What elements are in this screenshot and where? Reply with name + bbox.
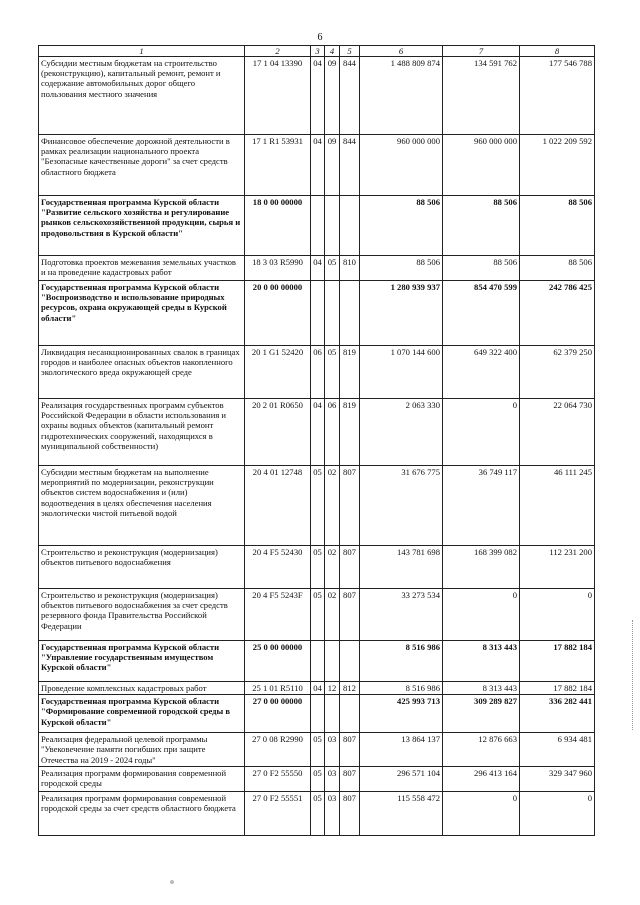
row-value-3-cell: 62 379 250 (520, 346, 595, 399)
row-value-3-cell: 177 546 788 (520, 57, 595, 135)
row-section-cell (311, 196, 325, 256)
row-value-2-cell: 309 289 827 (443, 695, 520, 733)
row-section-cell: 04 (311, 256, 325, 281)
row-value-2-cell: 960 000 000 (443, 135, 520, 196)
row-value-2-cell: 296 413 164 (443, 766, 520, 791)
column-header: 4 (325, 46, 340, 57)
row-section-cell (311, 695, 325, 733)
header-row (39, 46, 595, 57)
row-code-cell: 17 1 04 13390 (245, 57, 311, 135)
row-section-cell: 05 (311, 466, 325, 546)
row-name-cell: Государственная программа Курской области "Формирование современной городской среды в Курской области" (39, 695, 245, 733)
row-subsection-cell: 05 (325, 346, 340, 399)
row-expense-type-cell: 844 (340, 135, 360, 196)
row-subsection-cell (325, 196, 340, 256)
column-header: 7 (443, 46, 520, 57)
row-name-cell: Реализация программ формирования современной городской среды за счет средств областного бюджета (39, 791, 245, 835)
row-name-cell: Государственная программа Курской области "Развитие сельского хозяйства и регулирование рынков сельскохозяйственной продукции, сырья и продовольствия в Курской области" (39, 196, 245, 256)
row-subsection-cell (325, 281, 340, 346)
row-code-cell: 20 1 G1 52420 (245, 346, 311, 399)
row-value-1-cell: 143 781 698 (360, 546, 443, 589)
table-row (39, 682, 595, 695)
row-section-cell (311, 641, 325, 682)
row-value-1-cell: 1 280 939 937 (360, 281, 443, 346)
row-expense-type-cell: 807 (340, 589, 360, 641)
row-expense-type-cell (340, 281, 360, 346)
row-code-cell: 18 0 00 00000 (245, 196, 311, 256)
table-row (39, 399, 595, 466)
row-value-3-cell: 88 506 (520, 256, 595, 281)
scan-dot (170, 880, 174, 884)
row-expense-type-cell: 807 (340, 733, 360, 766)
column-header: 6 (360, 46, 443, 57)
row-value-3-cell: 1 022 209 592 (520, 135, 595, 196)
row-value-2-cell: 12 876 663 (443, 733, 520, 766)
row-value-1-cell: 8 516 986 (360, 682, 443, 695)
row-name-cell: Реализация программ формирования современной городской среды (39, 766, 245, 791)
row-value-3-cell: 46 111 245 (520, 466, 595, 546)
row-name-cell: Государственная программа Курской области "Воспроизводство и использование природных ресурсов, охрана окружающей среды в Курской области" (39, 281, 245, 346)
row-subsection-cell: 02 (325, 466, 340, 546)
page-number: 6 (317, 32, 323, 43)
table-row (39, 346, 595, 399)
row-value-3-cell: 0 (520, 589, 595, 641)
row-name-cell: Реализация государственных программ субъектов Российской Федерации в области использования и охраны водных объектов (капитальный ремонт гидротехнических сооружений, находящихся в муниципальной собственности) (39, 399, 245, 466)
row-expense-type-cell: 810 (340, 256, 360, 281)
row-name-cell: Субсидии местным бюджетам на строительство (реконструкцию), капитальный ремонт, ремонт и содержание автомобильных дорог общего пользования местного значения (39, 57, 245, 135)
row-code-cell: 27 0 00 00000 (245, 695, 311, 733)
row-value-2-cell: 0 (443, 399, 520, 466)
row-section-cell: 05 (311, 733, 325, 766)
row-section-cell: 05 (311, 766, 325, 791)
table-row (39, 546, 595, 589)
row-value-2-cell: 854 470 599 (443, 281, 520, 346)
row-subsection-cell: 02 (325, 546, 340, 589)
row-code-cell: 27 0 F2 55550 (245, 766, 311, 791)
table-row (39, 589, 595, 641)
table-row (39, 466, 595, 546)
table-row (39, 766, 595, 791)
row-code-cell: 20 4 F5 52430 (245, 546, 311, 589)
row-name-cell: Подготовка проектов межевания земельных участков и на проведение кадастровых работ (39, 256, 245, 281)
row-name-cell: Реализация федеральной целевой программы "Увековечение памяти погибших при защите Отечества на 2019 - 2024 годы" (39, 733, 245, 766)
row-value-1-cell: 960 000 000 (360, 135, 443, 196)
table-row (39, 791, 595, 835)
row-name-cell: Проведение комплексных кадастровых работ (39, 682, 245, 695)
column-header: 1 (39, 46, 245, 57)
row-section-cell: 05 (311, 546, 325, 589)
row-subsection-cell (325, 695, 340, 733)
row-expense-type-cell: 819 (340, 399, 360, 466)
budget-table (38, 45, 595, 836)
row-value-3-cell: 17 882 184 (520, 682, 595, 695)
row-expense-type-cell: 819 (340, 346, 360, 399)
row-code-cell: 27 0 08 R2990 (245, 733, 311, 766)
row-value-2-cell: 134 591 762 (443, 57, 520, 135)
row-code-cell: 27 0 F2 55551 (245, 791, 311, 835)
row-value-1-cell: 33 273 534 (360, 589, 443, 641)
row-section-cell: 04 (311, 682, 325, 695)
row-expense-type-cell: 844 (340, 57, 360, 135)
row-expense-type-cell: 807 (340, 466, 360, 546)
row-value-2-cell: 8 313 443 (443, 641, 520, 682)
row-value-3-cell: 329 347 960 (520, 766, 595, 791)
row-subsection-cell: 09 (325, 57, 340, 135)
row-code-cell: 18 3 03 R5990 (245, 256, 311, 281)
row-name-cell: Финансовое обеспечение дорожной деятельности в рамках реализации национального проекта "Безопасные качественные дороги" за счет средств областного бюджета (39, 135, 245, 196)
row-subsection-cell: 09 (325, 135, 340, 196)
row-subsection-cell (325, 641, 340, 682)
row-value-2-cell: 88 506 (443, 256, 520, 281)
row-value-3-cell: 112 231 200 (520, 546, 595, 589)
row-section-cell (311, 281, 325, 346)
row-subsection-cell: 03 (325, 733, 340, 766)
row-section-cell: 05 (311, 791, 325, 835)
row-name-cell: Субсидии местным бюджетам на выполнение мероприятий по модернизации, реконструкции объектов систем водоснабжения и (или) водоотведения в целях обеспечения населения экологически чистой питьевой водой (39, 466, 245, 546)
row-value-1-cell: 296 571 104 (360, 766, 443, 791)
row-value-3-cell: 0 (520, 791, 595, 835)
row-expense-type-cell: 807 (340, 791, 360, 835)
table-row (39, 733, 595, 766)
row-section-cell: 04 (311, 399, 325, 466)
row-value-2-cell: 36 749 117 (443, 466, 520, 546)
row-section-cell: 05 (311, 589, 325, 641)
row-value-1-cell: 2 063 330 (360, 399, 443, 466)
row-value-1-cell: 115 558 472 (360, 791, 443, 835)
row-value-1-cell: 8 516 986 (360, 641, 443, 682)
row-section-cell: 04 (311, 57, 325, 135)
table-row (39, 641, 595, 682)
row-value-2-cell: 8 313 443 (443, 682, 520, 695)
row-expense-type-cell (340, 641, 360, 682)
row-code-cell: 25 0 00 00000 (245, 641, 311, 682)
row-code-cell: 20 0 00 00000 (245, 281, 311, 346)
row-value-2-cell: 168 399 082 (443, 546, 520, 589)
row-value-3-cell: 17 882 184 (520, 641, 595, 682)
scan-margin-marks (632, 620, 636, 730)
row-value-3-cell: 88 506 (520, 196, 595, 256)
row-expense-type-cell (340, 695, 360, 733)
row-subsection-cell: 02 (325, 589, 340, 641)
table-row (39, 695, 595, 733)
row-value-3-cell: 6 934 481 (520, 733, 595, 766)
row-value-2-cell: 649 322 400 (443, 346, 520, 399)
row-name-cell: Государственная программа Курской области "Управление государственным имуществом Курской области" (39, 641, 245, 682)
row-code-cell: 25 1 01 R5110 (245, 682, 311, 695)
row-name-cell: Ликвидация несанкционированных свалок в границах городов и наиболее опасных объектов накопленного экологического вреда окружающей среде (39, 346, 245, 399)
row-code-cell: 20 4 01 12748 (245, 466, 311, 546)
row-value-2-cell: 88 506 (443, 196, 520, 256)
row-value-1-cell: 88 506 (360, 196, 443, 256)
row-expense-type-cell: 812 (340, 682, 360, 695)
row-subsection-cell: 03 (325, 766, 340, 791)
table-row (39, 57, 595, 135)
table-row (39, 135, 595, 196)
row-value-3-cell: 22 064 730 (520, 399, 595, 466)
row-section-cell: 04 (311, 135, 325, 196)
row-value-1-cell: 1 488 809 874 (360, 57, 443, 135)
row-value-2-cell: 0 (443, 589, 520, 641)
row-value-1-cell: 88 506 (360, 256, 443, 281)
row-value-2-cell: 0 (443, 791, 520, 835)
row-code-cell: 20 2 01 R0650 (245, 399, 311, 466)
row-value-1-cell: 1 070 144 600 (360, 346, 443, 399)
table-row (39, 281, 595, 346)
table-row (39, 196, 595, 256)
row-expense-type-cell: 807 (340, 766, 360, 791)
column-header: 8 (520, 46, 595, 57)
row-subsection-cell: 06 (325, 399, 340, 466)
row-subsection-cell: 05 (325, 256, 340, 281)
table-row (39, 256, 595, 281)
row-code-cell: 17 1 R1 53931 (245, 135, 311, 196)
row-subsection-cell: 12 (325, 682, 340, 695)
row-code-cell: 20 4 F5 5243F (245, 589, 311, 641)
column-header: 3 (311, 46, 325, 57)
column-header: 2 (245, 46, 311, 57)
row-value-3-cell: 336 282 441 (520, 695, 595, 733)
row-value-1-cell: 13 864 137 (360, 733, 443, 766)
row-name-cell: Строительство и реконструкция (модернизация) объектов питьевого водоснабжения (39, 546, 245, 589)
row-name-cell: Строительство и реконструкция (модернизация) объектов питьевого водоснабжения за счет средств резервного фонда Правительства Российской Федерации (39, 589, 245, 641)
row-expense-type-cell: 807 (340, 546, 360, 589)
row-value-1-cell: 31 676 775 (360, 466, 443, 546)
row-subsection-cell: 03 (325, 791, 340, 835)
column-header: 5 (340, 46, 360, 57)
row-value-3-cell: 242 786 425 (520, 281, 595, 346)
row-value-1-cell: 425 993 713 (360, 695, 443, 733)
scan-margin-marks (6, 0, 10, 905)
row-section-cell: 06 (311, 346, 325, 399)
row-expense-type-cell (340, 196, 360, 256)
